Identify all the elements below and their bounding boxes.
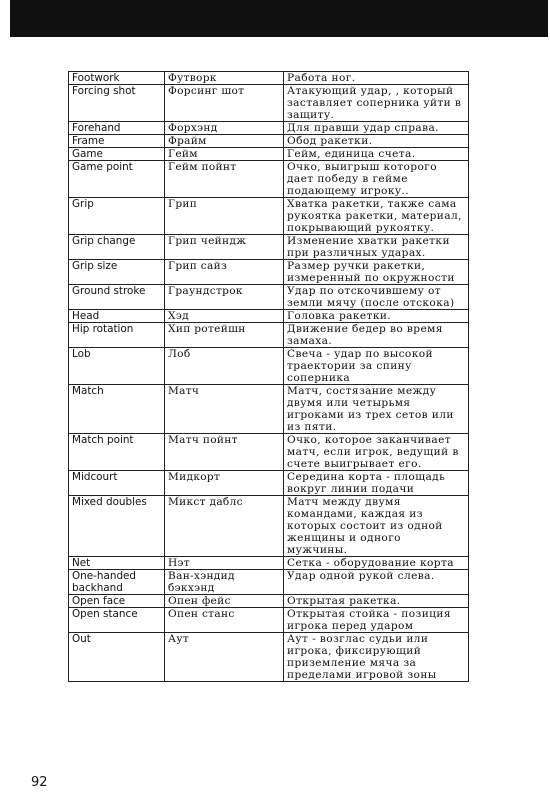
term-transliteration: Опен станс <box>165 608 284 633</box>
table-row <box>69 285 469 310</box>
term-transliteration: Микст даблс <box>165 496 284 557</box>
term-transliteration: Фрайм <box>165 135 284 148</box>
term-definition: Сетка - оборудование корта <box>284 557 469 570</box>
term-english: Game <box>69 148 165 161</box>
table-row <box>69 595 469 608</box>
term-english: Game point <box>69 161 165 198</box>
term-definition: Для правши удар справа. <box>284 122 469 135</box>
table-row <box>69 633 469 682</box>
table-row <box>69 608 469 633</box>
glossary-body <box>69 72 469 682</box>
term-english: Match point <box>69 434 165 471</box>
term-transliteration: Ван-хэндид бэкхэнд <box>165 570 284 595</box>
term-definition: Очко, выигрыш которого дает победу в гейме подающему игроку.. <box>284 161 469 198</box>
term-definition: Хватка ракетки, также сама рукоятка ракетки, материал, покрывающий рукоятку. <box>284 198 469 235</box>
term-transliteration: Форсинг шот <box>165 85 284 122</box>
table-row <box>69 323 469 348</box>
table-row <box>69 496 469 557</box>
term-definition: Аут - возглас судьи или игрока, фиксирующий приземление мяча за пределами игровой зоны <box>284 633 469 682</box>
term-english: Forcing shot <box>69 85 165 122</box>
term-english: Lob <box>69 348 165 385</box>
term-english: Grip change <box>69 235 165 260</box>
term-definition: Обод ракетки. <box>284 135 469 148</box>
table-row <box>69 471 469 496</box>
term-definition: Открытая стойка - позиция игрока перед ударом <box>284 608 469 633</box>
term-definition: Свеча - удар по высокой траектории за спину соперника <box>284 348 469 385</box>
term-definition: Работа ног. <box>284 72 469 85</box>
term-definition: Удар одной рукой слева. <box>284 570 469 595</box>
term-transliteration: Форхэнд <box>165 122 284 135</box>
term-transliteration: Матч <box>165 385 284 434</box>
term-english: Net <box>69 557 165 570</box>
term-transliteration: Аут <box>165 633 284 682</box>
tennis-glossary-table <box>68 71 469 682</box>
term-definition: Матч между двумя командами, каждая из которых состоит из одной женщины и одного мужчины. <box>284 496 469 557</box>
term-english: Open stance <box>69 608 165 633</box>
table-row <box>69 148 469 161</box>
term-english: Mixed doubles <box>69 496 165 557</box>
term-english: Midcourt <box>69 471 165 496</box>
term-definition: Матч, состязание между двумя или четырьмя игроками из трех сетов или из пяти. <box>284 385 469 434</box>
term-english: One-handed backhand <box>69 570 165 595</box>
table-row <box>69 310 469 323</box>
term-definition: Середина корта - площадь вокруг линии подачи <box>284 471 469 496</box>
term-english: Match <box>69 385 165 434</box>
term-transliteration: Лоб <box>165 348 284 385</box>
table-row <box>69 135 469 148</box>
term-transliteration: Матч пойнт <box>165 434 284 471</box>
term-english: Frame <box>69 135 165 148</box>
term-english: Grip size <box>69 260 165 285</box>
table-row <box>69 557 469 570</box>
table-row <box>69 385 469 434</box>
term-transliteration: Граундстрок <box>165 285 284 310</box>
term-english: Forehand <box>69 122 165 135</box>
term-english: Ground stroke <box>69 285 165 310</box>
term-definition: Открытая ракетка. <box>284 595 469 608</box>
table-row <box>69 85 469 122</box>
term-transliteration: Грип <box>165 198 284 235</box>
term-english: Head <box>69 310 165 323</box>
term-transliteration: Хип ротейшн <box>165 323 284 348</box>
term-english: Grip <box>69 198 165 235</box>
term-transliteration: Опен фейс <box>165 595 284 608</box>
table-row <box>69 198 469 235</box>
term-english: Open face <box>69 595 165 608</box>
term-definition: Гейм, единица счета. <box>284 148 469 161</box>
term-transliteration: Грип чейндж <box>165 235 284 260</box>
top-black-bar <box>10 0 548 37</box>
table-row <box>69 434 469 471</box>
table-row <box>69 235 469 260</box>
term-definition: Движение бедер во время замаха. <box>284 323 469 348</box>
term-definition: Размер ручки ракетки, измеренный по окружности <box>284 260 469 285</box>
table-row <box>69 260 469 285</box>
term-definition: Атакующий удар, , который заставляет соперника уйти в защиту. <box>284 85 469 122</box>
term-transliteration: Хэд <box>165 310 284 323</box>
term-transliteration: Нэт <box>165 557 284 570</box>
table-row <box>69 72 469 85</box>
table-row <box>69 122 469 135</box>
term-english: Out <box>69 633 165 682</box>
term-english: Footwork <box>69 72 165 85</box>
term-definition: Удар по отскочившему от земли мячу (после отскока) <box>284 285 469 310</box>
table-row <box>69 348 469 385</box>
term-transliteration: Мидкорт <box>165 471 284 496</box>
table-row <box>69 161 469 198</box>
term-definition: Головка ракетки. <box>284 310 469 323</box>
term-transliteration: Футворк <box>165 72 284 85</box>
term-english: Hip rotation <box>69 323 165 348</box>
page-number: 92 <box>31 775 48 790</box>
term-transliteration: Грип сайз <box>165 260 284 285</box>
table-row <box>69 570 469 595</box>
term-definition: Очко, которое заканчивает матч, если игрок, ведущий в счете выигрывает его. <box>284 434 469 471</box>
term-transliteration: Гейм пойнт <box>165 161 284 198</box>
term-definition: Изменение хватки ракетки при различных ударах. <box>284 235 469 260</box>
term-transliteration: Гейм <box>165 148 284 161</box>
